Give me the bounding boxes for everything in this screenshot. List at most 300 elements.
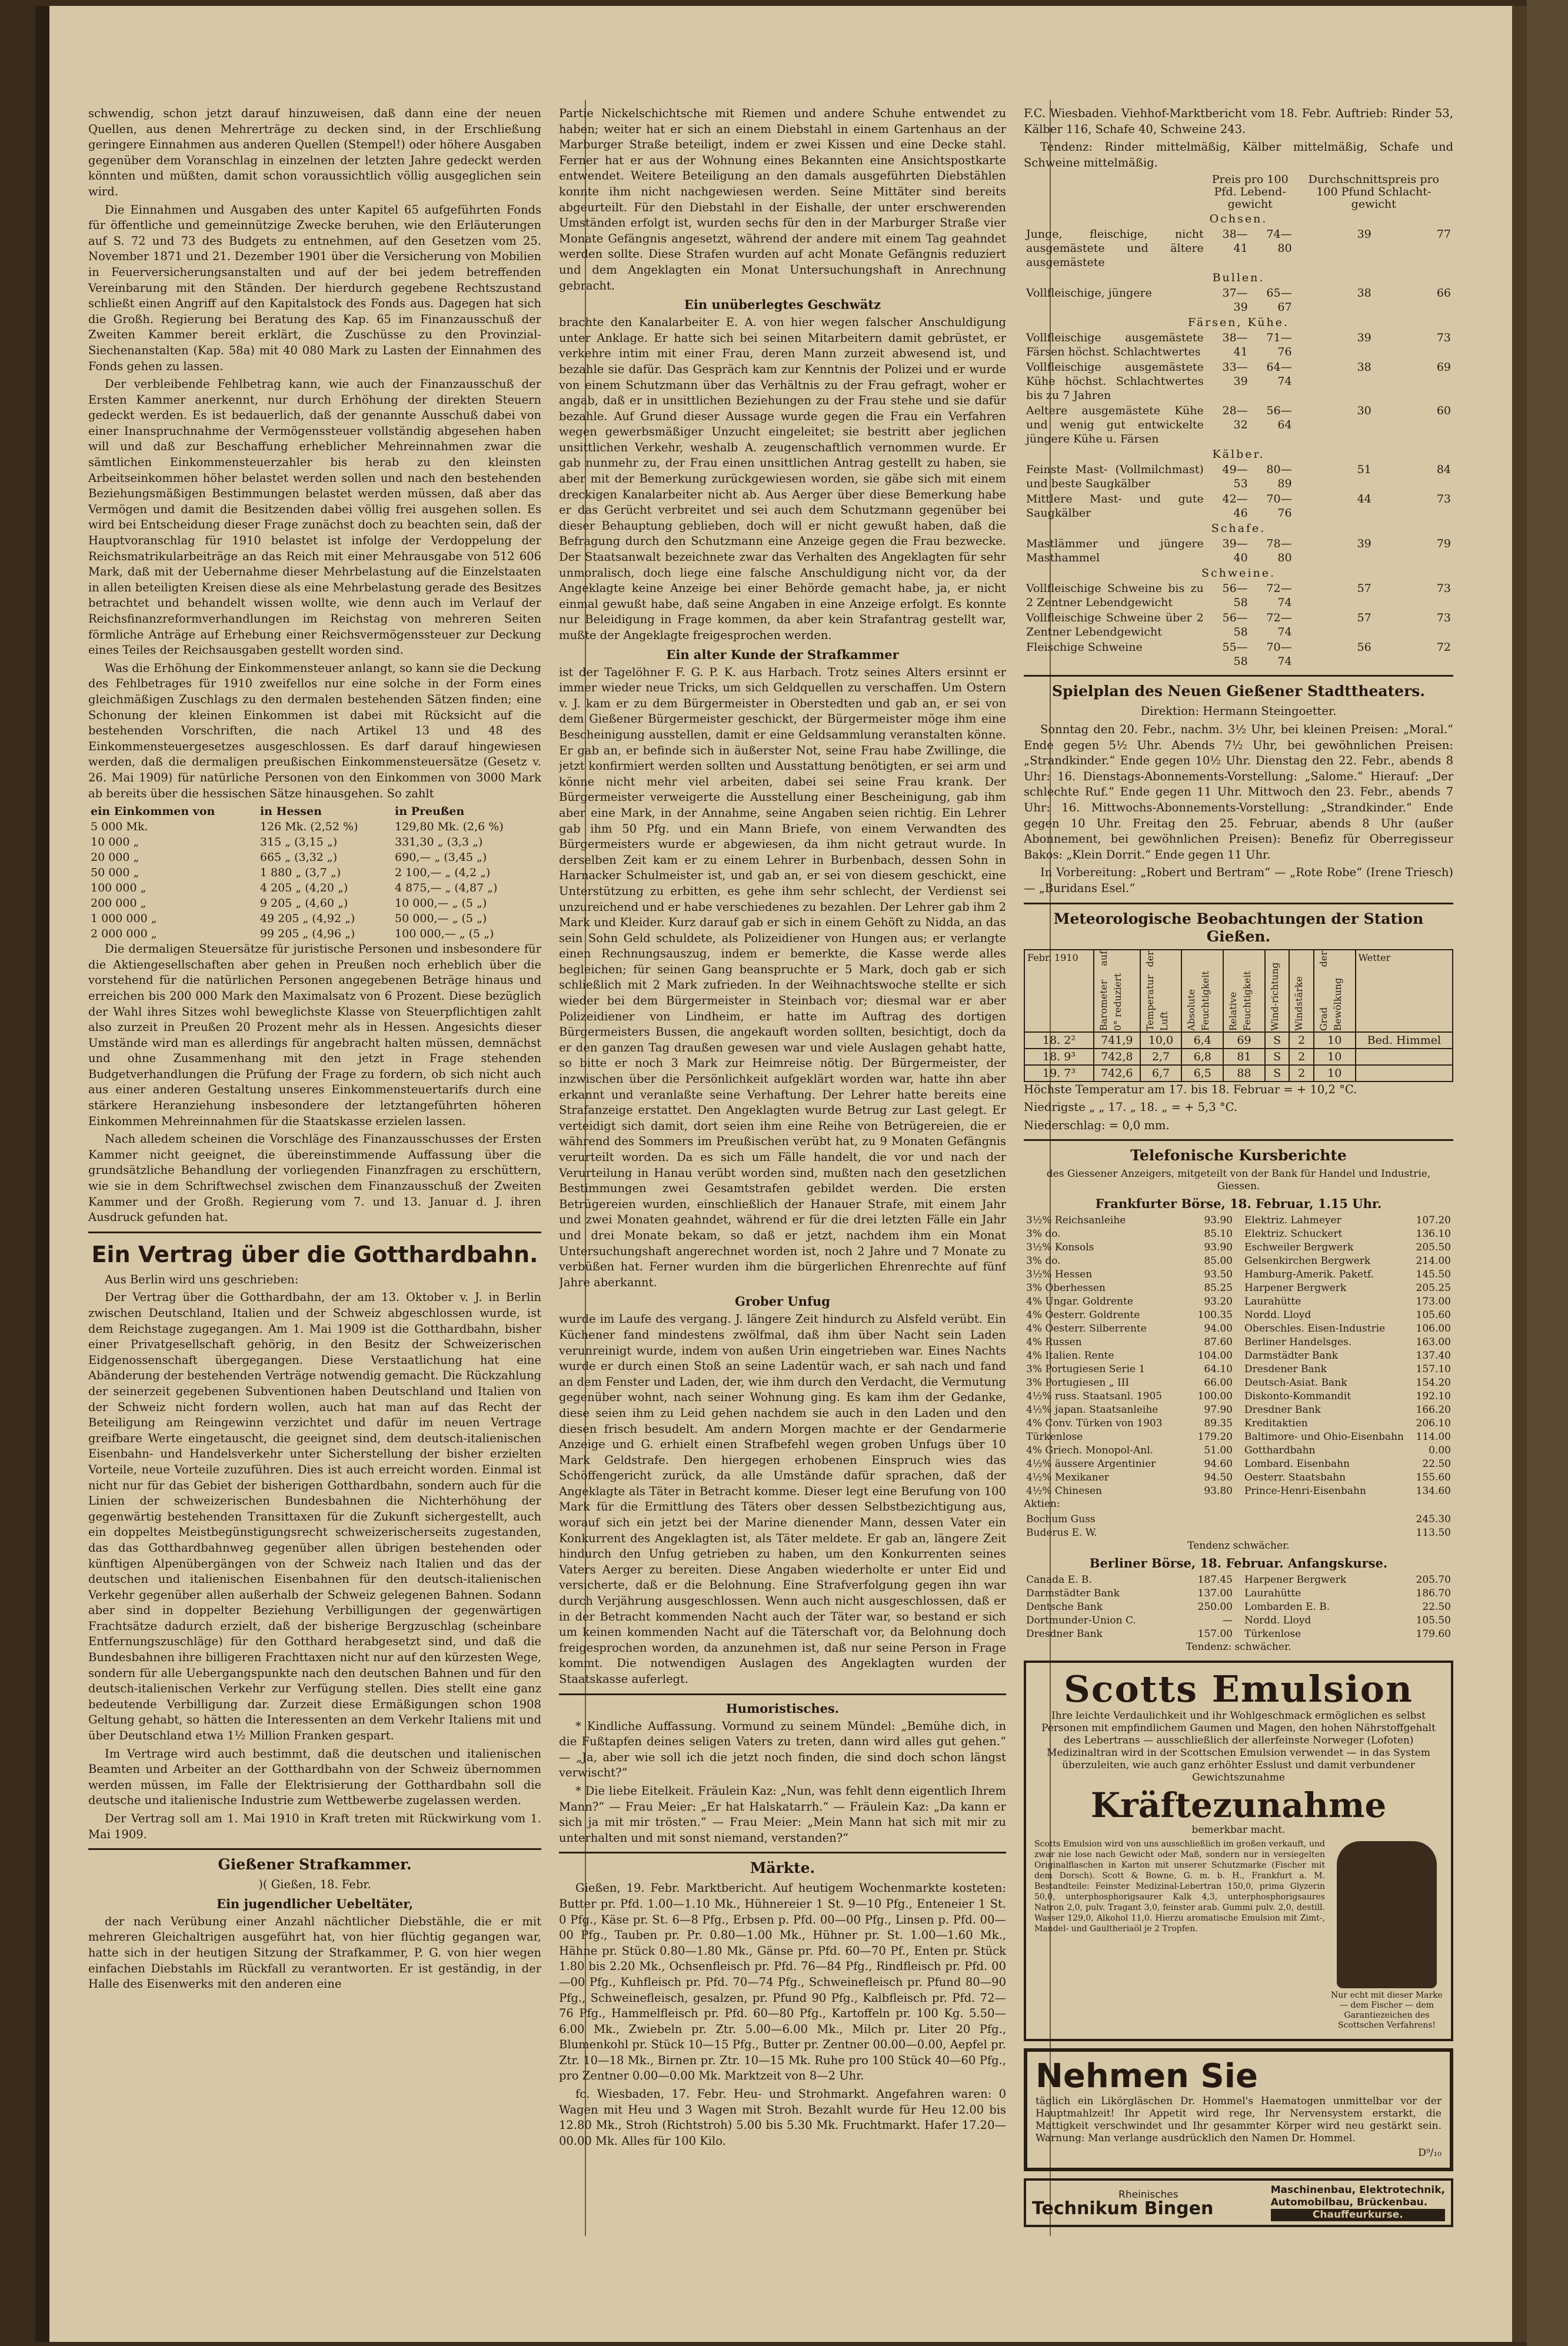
market-price: 55—58 bbox=[1222, 641, 1248, 668]
cell: 137.00 bbox=[1197, 1588, 1233, 1600]
cell: 205.25 bbox=[1416, 1282, 1451, 1295]
market-row bbox=[1024, 536, 1453, 565]
paragraph: schwendig, schon jetzt darauf hinzuweisen, daß dann eine der neuen Quellen, aus denen Mehrerträge zu decken sind, in der Erschließung geringere Einnahmen aus anderen Quellen (Stempel!) oder höhere Ausgaben gegenüber dem Voranschlag in einzelnen der letzten Jahre gedeckt werden könnten und müßten, damit schon voraussichtlich völlig ausgeglichen sein wird. bbox=[88, 107, 541, 198]
market-label: Vollfleischige ausgemästete Färsen höchst. Schlachtwertes bbox=[1026, 331, 1204, 359]
market-price: 38 bbox=[1357, 361, 1371, 374]
cell: 105.50 bbox=[1416, 1615, 1451, 1627]
cell: 4 205 „ (4,20 „) bbox=[259, 881, 348, 895]
table-row bbox=[1024, 1526, 1453, 1540]
article-headline: Ein Vertrag über die Gotthardbahn. bbox=[91, 1241, 538, 1267]
table-row bbox=[1242, 1444, 1453, 1457]
table-row bbox=[1242, 1322, 1453, 1336]
cell: 186.70 bbox=[1416, 1588, 1451, 1600]
col-head: Preis pro 100 Pfd. Lebend-gewicht bbox=[1211, 173, 1289, 211]
cell: 50 000 „ bbox=[91, 866, 139, 880]
cell: 145.50 bbox=[1416, 1269, 1451, 1281]
market-price: 79 bbox=[1436, 537, 1451, 551]
weather-col-head: Temperatur der Luft bbox=[1140, 950, 1182, 1032]
paragraph: Was die Erhöhung der Einkommensteuer anlangt, so kann sie die Deckung des Fehlbetrages für 1910 zweifellos nur eine solche in der Form eines gleichmäßigen Zuschlags zu den dermalen bestehenden Sätzen finden; eine Schonung der kleinen Einkommen ist dabei mit Rücksicht auf die bestehenden Vorschriften, die nach Artikel 13 und 48 des Einkommensteuergesetzes ausgeschlossen. Es darf darauf hingewiesen werden, daß die dermaligen preußischen Einkommensteuersätze (Gesetz v. 26. Mai 1909) für natürliche Personen von den Einkommen von 3000 Mark ab bereits über die hessischen Sätze hinausgehen. So zahlt bbox=[88, 661, 541, 800]
cattle-market-table bbox=[1024, 173, 1453, 669]
table-row bbox=[1242, 1282, 1453, 1295]
adjacent-page-edge bbox=[1527, 0, 1568, 2346]
cell: Oesterr. Staatsbahn bbox=[1244, 1472, 1346, 1484]
cell: 214.00 bbox=[1416, 1255, 1451, 1267]
cell: S bbox=[1265, 1049, 1289, 1065]
cell: 97.90 bbox=[1204, 1404, 1233, 1416]
market-price: 42—46 bbox=[1222, 493, 1248, 520]
cell: 114.00 bbox=[1416, 1431, 1451, 1443]
weather-col-head: Barometer auf 0° reduziert bbox=[1094, 950, 1140, 1032]
market-price: 60 bbox=[1436, 404, 1451, 418]
market-label: Färsen, Kühe. bbox=[1187, 316, 1290, 330]
ad-text: Chauffeurkurse. bbox=[1271, 2209, 1445, 2221]
section-headline: Humoristisches. bbox=[725, 1701, 840, 1716]
market-price: 64—74 bbox=[1266, 361, 1292, 388]
market-price: 71—76 bbox=[1266, 331, 1292, 359]
ad-title: Scotts Emulsion bbox=[1063, 1668, 1414, 1711]
ad-slogan: Kräftezunahme bbox=[1090, 1785, 1387, 1826]
subheadline: Ein unüberlegtes Geschwätz bbox=[684, 297, 881, 312]
cell: 157.00 bbox=[1197, 1628, 1233, 1640]
market-row bbox=[1024, 285, 1453, 315]
market-label: Vollfleischige Schweine über 2 Zentner Lebendgewicht bbox=[1026, 611, 1204, 639]
market-label: Schweine. bbox=[1201, 567, 1276, 580]
cell: 134.60 bbox=[1416, 1485, 1451, 1498]
table-row bbox=[88, 880, 541, 896]
cell: S bbox=[1265, 1065, 1289, 1082]
cell: 4½% Chinesen bbox=[1026, 1485, 1102, 1498]
cell: 192.10 bbox=[1416, 1390, 1451, 1403]
table-row bbox=[1024, 1513, 1453, 1526]
aktien-label: Aktien: bbox=[1024, 1498, 1060, 1510]
market-label: Vollfleischige, jüngere bbox=[1026, 287, 1152, 300]
cell: 205.70 bbox=[1416, 1574, 1451, 1586]
cell: 187.45 bbox=[1197, 1574, 1233, 1586]
cell: 106.00 bbox=[1416, 1323, 1451, 1335]
theater-schedule: Sonntag den 20. Febr., nachm. 3½ Uhr, bei kleinen Preisen: „Moral.“ Ende gegen 5½ Uhr. Abends 7½ Uhr, bei gewöhnlichen Preisen: „Strandkinder.“ Ende gegen 10½ Uhr. Dienstag den 22. Febr., abends 8 Uhr: 16. Dienstags-Abonnements-Vorstellung: „Salome.“ Hierauf: „Der schlechte Ruf.“ Ende gegen 11 Uhr. Mittwoch den 23. Febr., abends 7 Uhr: 16. Mittwochs-Abonnements-Vorstellung: „Strandkinder.“ Ende gegen 10 Uhr. Freitag den 25. Februar, abends 8 Uhr (außer Abonnement, bei gewöhnlichen Preisen): Benefiz für Oberregisseur Bakos: „Klein Dorrit.“ Ende gegen 11 Uhr. bbox=[1024, 722, 1453, 861]
cell: 3% Portugiesen Serie 1 bbox=[1026, 1363, 1146, 1376]
cell: Türkenlose bbox=[1026, 1431, 1083, 1443]
market-price: 56—64 bbox=[1266, 404, 1292, 432]
cell: 163.00 bbox=[1416, 1336, 1451, 1349]
tax-col-head: in Hessen bbox=[259, 805, 322, 818]
theater-direction: Direktion: Hermann Steingoetter. bbox=[1140, 704, 1337, 718]
cell: Dresdener Bank bbox=[1244, 1363, 1327, 1376]
col-head: Durchschnittspreis pro 100 Pfund Schlacht-gewicht bbox=[1308, 173, 1440, 211]
market-label: Aeltere ausgemästete Kühe und wenig gut entwickelte jüngere Kühe u. Färsen bbox=[1026, 404, 1204, 446]
berlin-quotes bbox=[1024, 1573, 1453, 1641]
weather-col-head: Windstärke bbox=[1289, 950, 1313, 1032]
weather-col-head: Absolute Feuchtigkeit bbox=[1181, 950, 1223, 1032]
table-row bbox=[1024, 1628, 1235, 1641]
cell: Lombard. Eisenbahn bbox=[1244, 1458, 1350, 1470]
market-price: 84 bbox=[1436, 463, 1451, 477]
cell: 3½% Hessen bbox=[1026, 1269, 1093, 1281]
ad-title: Nehmen Sie bbox=[1036, 2057, 1258, 2096]
cell: 50 000,— „ (5 „) bbox=[395, 912, 487, 926]
cell: 88 bbox=[1223, 1065, 1265, 1082]
cell: Dortmunder-Union C. bbox=[1026, 1615, 1136, 1627]
cell: 100.35 bbox=[1197, 1309, 1233, 1322]
market-label: Feinste Mast- (Vollmilchmast) und beste Saugkälber bbox=[1026, 463, 1204, 491]
ad-kicker: Rheinisches bbox=[1118, 2188, 1179, 2201]
table-row bbox=[1242, 1227, 1453, 1241]
weather-table bbox=[1024, 949, 1453, 1082]
cell: Gelsenkirchen Bergwerk bbox=[1244, 1255, 1371, 1267]
cell: 93.50 bbox=[1204, 1269, 1233, 1281]
market-price: 74—80 bbox=[1266, 228, 1292, 255]
subheadline: Grober Unfug bbox=[735, 1294, 830, 1309]
cell: Canada E. B. bbox=[1026, 1574, 1092, 1586]
cell: 4½% japan. Staatsanleihe bbox=[1026, 1404, 1158, 1416]
cell bbox=[1356, 1065, 1453, 1082]
ad-text: Maschinenbau, Elektrotechnik, bbox=[1270, 2184, 1445, 2197]
market-price: 51 bbox=[1357, 463, 1371, 477]
cell: 10 bbox=[1314, 1032, 1356, 1049]
cell: 85.10 bbox=[1204, 1228, 1233, 1240]
subheadline: Ein alter Kunde der Strafkammer bbox=[666, 647, 899, 662]
market-price: 33—39 bbox=[1222, 361, 1248, 388]
table-row bbox=[88, 834, 541, 850]
cell: 2 bbox=[1289, 1049, 1313, 1065]
section-headline: Gießener Strafkammer. bbox=[218, 1856, 412, 1874]
stock-headline: Telefonische Kursberichte bbox=[1130, 1147, 1347, 1164]
cell: Darmstädter Bank bbox=[1244, 1350, 1338, 1362]
cell: 250.00 bbox=[1197, 1601, 1233, 1613]
market-row bbox=[1024, 227, 1453, 270]
market-label: Kälber. bbox=[1212, 448, 1265, 461]
cell: 10 bbox=[1314, 1065, 1356, 1082]
cell: 5 000 Mk. bbox=[91, 820, 148, 834]
table-row bbox=[88, 819, 541, 834]
cell: Eschweiler Bergwerk bbox=[1244, 1242, 1354, 1254]
cell: 126 Mk. (2,52 %) bbox=[259, 820, 358, 834]
cell: Baltimore- und Ohio-Eisenbahn bbox=[1244, 1431, 1404, 1443]
market-category bbox=[1024, 447, 1453, 462]
cell: 6,8 bbox=[1181, 1049, 1223, 1065]
cell: 22.50 bbox=[1422, 1601, 1451, 1613]
cell: Bochum Guss bbox=[1026, 1513, 1096, 1526]
table-row bbox=[1024, 1349, 1235, 1363]
section-divider bbox=[88, 1232, 541, 1233]
cell: Laurahütte bbox=[1244, 1296, 1301, 1308]
cell: Diskonto-Kommandit bbox=[1244, 1390, 1351, 1403]
table-row bbox=[1024, 1600, 1235, 1614]
market-label: Vollfleischige Schweine bis zu 2 Zentner Lebendgewicht bbox=[1026, 582, 1204, 610]
market-price: 39 bbox=[1357, 228, 1371, 241]
cell: 22.50 bbox=[1422, 1458, 1451, 1470]
cell: 85.25 bbox=[1204, 1282, 1233, 1295]
market-price: 72—74 bbox=[1266, 582, 1292, 610]
cell: Lombarden E. B. bbox=[1244, 1601, 1330, 1613]
market-row bbox=[1024, 462, 1453, 491]
technikum-ad bbox=[1024, 2178, 1453, 2227]
cell: 742,8 bbox=[1094, 1049, 1140, 1065]
market-label: Junge, fleischige, nicht ausgemästete und ältere ausgemästete bbox=[1026, 228, 1204, 269]
table-row bbox=[88, 850, 541, 865]
cell: 166.20 bbox=[1416, 1404, 1451, 1416]
table-row bbox=[1024, 1485, 1235, 1498]
table-row bbox=[1024, 1049, 1453, 1065]
market-price: 28—32 bbox=[1222, 404, 1248, 432]
tax-col-head: in Preußen bbox=[395, 805, 465, 818]
paragraph: Partie Nickelschichtsche mit Riemen und andere Schuhe entwendet zu haben; weiter hat er sich an einem Diebstahl in einem Gartenhaus an der Marburger Straße beteiligt, indem er zwei Kissen und eine Decke stahl. Ferner hat er aus der Wohnung eines Bekannten eine Ansichtspostkarte entwendet. Weitere Beteiligung an den damals ausgeführten Diebstählen konnte ihm nicht nachgewiesen werden. Seine Mittäter sind bereits abgeurteilt. Für den Diebstahl in der Eishalle, der unter erschwerenden Umständen erfolgt ist, wurden sechs für den in der Marburger Straße vier Monate Gefängnis angesetzt, während der andere mit einem Tag geahndet werden sollte. Diese Strafen wurden auf acht Monate Gefängnis reduziert und dem Angeklagten ein Monat Untersuchungshaft in Anrechnung gebracht. bbox=[559, 107, 1006, 292]
haematogen-ad bbox=[1024, 2048, 1453, 2171]
market-category bbox=[1024, 565, 1453, 581]
cell: Deutsch-Asiat. Bank bbox=[1244, 1377, 1347, 1389]
weather-headline: Meteorologische Beobachtungen der Station Gießen. bbox=[1053, 910, 1424, 945]
cell: 93.90 bbox=[1204, 1242, 1233, 1254]
frankfurt-left-table bbox=[1024, 1214, 1235, 1498]
cell: 179.20 bbox=[1197, 1431, 1233, 1443]
table-row bbox=[1024, 1430, 1235, 1444]
cell: 18. 2² bbox=[1024, 1032, 1094, 1049]
table-row bbox=[1242, 1336, 1453, 1349]
table-row bbox=[1024, 1444, 1235, 1457]
table-row bbox=[1024, 1403, 1235, 1417]
cell: S bbox=[1265, 1032, 1289, 1049]
ad-caption: Nur echt mit dieser Marke — dem Fischer — dem Garantiezeichen des Scottschen Verfahrens! bbox=[1331, 1991, 1443, 2031]
subheadline: Ein jugendlicher Uebeltäter, bbox=[216, 1896, 414, 1911]
fisherman-trademark-icon bbox=[1337, 1841, 1437, 1988]
cell: 10 000 „ bbox=[91, 836, 139, 849]
market-row bbox=[1024, 403, 1453, 447]
frankfurt-headline: Frankfurter Börse, 18. Februar, 1.15 Uhr. bbox=[1095, 1196, 1382, 1212]
table-row bbox=[1242, 1430, 1453, 1444]
cell: Harpener Bergwerk bbox=[1244, 1282, 1347, 1295]
cell: 3% do. bbox=[1026, 1255, 1061, 1267]
table-row bbox=[1024, 1309, 1235, 1322]
cell: 9 205 „ (4,60 „) bbox=[259, 897, 348, 910]
table-row bbox=[1024, 1417, 1235, 1430]
cell: 4% Ungar. Goldrente bbox=[1026, 1296, 1133, 1308]
cell: 245.30 bbox=[1416, 1513, 1451, 1526]
cell: Laurahütte bbox=[1244, 1588, 1301, 1600]
market-label: Ochsen. bbox=[1209, 212, 1268, 226]
section-divider bbox=[1024, 675, 1453, 677]
cell: 3½% Konsols bbox=[1026, 1242, 1094, 1254]
cell: 93.20 bbox=[1204, 1296, 1233, 1308]
market-row bbox=[1024, 640, 1453, 669]
cell: 200 000 „ bbox=[91, 897, 147, 910]
market-price: 70—74 bbox=[1266, 641, 1292, 668]
berlin-left-table bbox=[1024, 1573, 1235, 1641]
market-label: Fleischige Schweine bbox=[1026, 641, 1143, 654]
table-row bbox=[1024, 1241, 1235, 1254]
cell: 10 000,— „ (5 „) bbox=[395, 897, 487, 910]
table-row bbox=[88, 896, 541, 911]
cell: 4% Oesterr. Goldrente bbox=[1026, 1309, 1140, 1322]
market-label: Bullen. bbox=[1212, 271, 1265, 285]
cell: 94.50 bbox=[1204, 1472, 1233, 1484]
cell: 742,6 bbox=[1094, 1065, 1140, 1082]
paragraph: Gießen, 19. Febr. Marktbericht. Auf heutigem Wochenmarkte kosteten: Butter pr. Pfd. 1.00—1.10 Mk., Hühnereier 1 St. 9—10 Pfg., Enteneier 1 St. 0 Pfg., Käse pr. St. 6—8 Pfg., Erbsen p. Pfd. 00—00 Pfg., Linsen p. Pfd. 00—00 Pfg., Tauben pr. Pr. 0.80—1.00 Mk., Hühner pr. St. 1.00—1.60 Mk., Hähne pr. Stück 0.80—1.80 Mk., Gänse pr. Pfd. 60—70 Pf., Enten pr. Stück 1.80 bis 2.20 Mk., Ochsenfleisch pr. Pfd. 76—84 Pfg., Rindfleisch pr. Pfd. 00—00 Pfg., Kuhfleisch pr. Pfd. 70—74 Pfg., Schweinefleisch pr. Pfund 80—90 Pfg., Schweinefleisch, gesalzen, pr. Pfund 90 Pfg., Kalbfleisch pr. Pfd. 72—76 Pfg., Hammelfleisch pr. Pfd. 60—80 Pfg., Kartoffeln pr. 100 Kg. 5.50—6.00 Mk., Zwiebeln pr. Ztr. 5.00—6.00 Mk., Milch pr. Liter 20 Pfg., Blumenkohl pr. Stück 10—15 Pfg., Butter pr. Zentner 00.00—0.00, Aepfel pr. Ztr. 10—18 Mk., Birnen pr. Ztr. 10—15 Mk. Ruhe pro 100 Stück 40—60 Pfg., pro Zentner 0.00—0.00 Mk. Marktzeit von 8—2 Uhr. bbox=[559, 1881, 1006, 2083]
table-row bbox=[88, 911, 541, 926]
market-price: 56—58 bbox=[1222, 582, 1248, 610]
cell: 19. 7³ bbox=[1024, 1065, 1094, 1082]
cell: 179.60 bbox=[1416, 1628, 1451, 1640]
table-row bbox=[1242, 1390, 1453, 1403]
cell: Kreditaktien bbox=[1244, 1417, 1308, 1430]
tendency: Tendenz schwächer. bbox=[1187, 1540, 1290, 1552]
table-row bbox=[1242, 1309, 1453, 1322]
ad-text: Automobilbau, Brückenbau. bbox=[1270, 2197, 1428, 2209]
paragraph: wurde im Laufe des vergang. J. längere Zeit hindurch zu Alsfeld verübt. Ein Küchener fand mindestens zwölfmal, daß ihm über Nacht sein Laden verunreinigt wurde, indem von außen Urin eingetrieben war. Eines Nachts wurde er durch einen Stoß an seine Ladentür wach, er sah nach und fand an dem Fenster und Laden, der, wie ihm durch den Verdacht, die Vermutung gegenüber wohnt, nach seiner Wohnung ging. Es kam ihm der Gedanke, diese seien ihm zu Leid gehen nachdem sie auch in den Laden und den diesen frisch besudelt. Am andern Morgen machte er der Gendarmerie Anzeige und G. erhielt einen Strafbefehl wegen groben Unfugs über 10 Mark Geldstrafe. Den hiergegen erhobenen Einspruch wies das Schöffengericht zurück, da alle Umstände dafür sprachen, daß der Angeklagte als Täter in Betracht komme. Dieser legt eine Berufung von 100 Mark für die Ermittlung des Täters ober dessen Selbstbezichtigung aus, worauf sich ein jetzt bei der Marine dienender Mann, dessen Vater ein Konkurrent des Angeklagten ist, als Täter meldete. Er gab an, längere Zeit hindurch den Unfug getrieben zu haben, um den Konkurrenten seines Vaters Aerger zu bereiten. Diese Angaben wiederholte er unter Eid und versicherte, daß er die Belohnung. Eine Strafverfolgung gegen ihn war durch Verjährung ausgeschlossen. Wenn auch nicht ausgeschlossen, daß er in der Betracht kommenden Nacht auch der Täter war, so bestand er sich um keinen kommenden Nacht auf die Täterschaft vor, da Belohnung doch freigesprochen worden, da anzunehmen ist, daß nur seine Person in Frage kommt. Die notwendigen Auslagen des Angeklagten wurden der Staatskasse auferlegt. bbox=[559, 1312, 1006, 1686]
weather-col-head: Relative Feuchtigkeit bbox=[1223, 950, 1265, 1032]
cell: 0.00 bbox=[1429, 1445, 1451, 1457]
market-price: 73 bbox=[1436, 582, 1451, 595]
paragraph: Der verbleibende Fehlbetrag kann, wie auch der Finanzausschuß der Ersten Kammer anerkennt, nur durch Erhöhung der direkten Steuern gedeckt werden. Es ist bedauerlich, daß der genannte Ausschuß dabei von einer Inanspruchnahme der Vermögenssteuer vollständig abgesehen haben will und daß zur Beschaffung erheblicher Mehreinnahmen zwar die sämtlichen Einkommensteuerzahler bis herab zu den kleinsten Arbeitseinkommen höher belastet werden sollen und nach den bestehenden Beziehungsmäßigen Bestimmungen belastet werden müssen, daß aber das Vermögen und damit die Besitzenden dabei völlig frei ausgehen sollen. Es wird bei Entscheidung dieser Frage zunächst doch zu beachten sein, daß der Hauptvoranschlag für 1910 belastet ist infolge der Verdoppelung der Reichsmatrikularbeiträge an das Reich mit einer Mehrausgabe von 512 606 Mark, daß mit der Uebernahme dieser Mehrbelastung auf die Einzelstaaten in allen beteiligten Kreisen diese als eine Mehrbelastung gerade des Besitzes betrachtet und behandelt wissen wollte, wie denn auch im Verlauf der Reichsfinanzreformverhandlungen im Reichstag von mehreren Seiten förmliche Anträge auf Erhebung einer Reichsvermögenssteuer zur Deckung eines Teiles der Reichsausgaben gestellt worden sind. bbox=[88, 377, 541, 657]
cell: 94.00 bbox=[1204, 1323, 1233, 1335]
section-headline: Märkte. bbox=[750, 1859, 815, 1877]
table-row bbox=[1242, 1254, 1453, 1268]
market-price: 77 bbox=[1436, 228, 1451, 241]
market-price: 57 bbox=[1357, 582, 1371, 595]
table-row bbox=[1024, 1322, 1235, 1336]
paragraph: Die Einnahmen und Ausgaben des unter Kapitel 65 aufgeführten Fonds für öffentliche und gemeinnützige Zwecke beruhen, wie den Erläuterungen auf S. 72 und 73 des Budgets zu entnehmen, auf den Gesetzen vom 25. November 1871 und 21. Dezember 1901 über die Versicherung von Mobilien in Feuerversicherungsanstalten und auf der bei jedem betreffenden Vereinbarung mit den Ständen. Der hierdurch gegebene Rechtszustand schließt einen Angriff auf den Kapitalstock des Fonds aus. Dagegen hat sich die Großh. Regierung bei Beratung des Kap. 65 im Finanzausschuß der Zweiten Kammer bereit erklärt, die Zuschüsse zu den Provinzial-Siechenanstalten (Kap. 58a) mit 40 080 Mark zu Lasten der Einnahmen des Fonds gehen zu lassen. bbox=[88, 202, 541, 373]
table-row bbox=[1242, 1376, 1453, 1390]
cell: 3½% Reichsanleihe bbox=[1026, 1214, 1126, 1227]
cell: 741,9 bbox=[1094, 1032, 1140, 1049]
cell: Buderus E. W. bbox=[1026, 1527, 1097, 1539]
cell: 6,4 bbox=[1181, 1032, 1223, 1049]
market-price: 73 bbox=[1436, 493, 1451, 506]
paragraph: Aus Berlin wird uns geschrieben: bbox=[105, 1272, 299, 1286]
column-3 bbox=[1024, 106, 1453, 2318]
table-row bbox=[1242, 1573, 1453, 1587]
market-label: Mastlämmer und jüngere Masthammel bbox=[1026, 537, 1204, 565]
cell: Dresdner Bank bbox=[1244, 1404, 1321, 1416]
cell: Dentsche Bank bbox=[1026, 1601, 1103, 1613]
cell: 665 „ (3,32 „) bbox=[259, 851, 338, 864]
table-row bbox=[1024, 1471, 1235, 1485]
cell: 4½% russ. Staatsanl. 1905 bbox=[1026, 1390, 1163, 1403]
cell: 87.60 bbox=[1204, 1336, 1233, 1349]
section-divider bbox=[88, 1848, 541, 1850]
cell: Berliner Handelsges. bbox=[1244, 1336, 1352, 1349]
table-row bbox=[1024, 1614, 1235, 1628]
cell: 20 000 „ bbox=[91, 851, 139, 864]
cell: 3% do. bbox=[1026, 1228, 1061, 1240]
market-price: 78—80 bbox=[1266, 537, 1292, 565]
market-row bbox=[1024, 491, 1453, 521]
cell: 105.60 bbox=[1416, 1309, 1451, 1322]
table-row bbox=[1242, 1349, 1453, 1363]
paragraph: * Die liebe Eitelkeit. Fräulein Kaz: „Nun, was fehlt denn eigentlich Ihrem Mann?“ — Frau Meier: „Er hat Halskatarrh.“ — Fräulein Kaz: „Da kann er sich ja mit mir trösten.“ — Frau Meier: „Mein Mann hat sich mit mir zu unterhalten und mit sonst niemand, verstanden?“ bbox=[559, 1783, 1006, 1845]
ad-text: bemerkbar macht. bbox=[1191, 1824, 1286, 1836]
market-price: 73 bbox=[1436, 611, 1451, 625]
market-price: 70—76 bbox=[1266, 493, 1292, 520]
cell: 173.00 bbox=[1416, 1296, 1451, 1308]
market-price: 49—53 bbox=[1222, 463, 1248, 491]
berlin-right-table bbox=[1242, 1573, 1453, 1641]
cell: 49 205 „ (4,92 „) bbox=[259, 912, 355, 926]
table-row bbox=[1242, 1403, 1453, 1417]
paragraph: Die dermaligen Steuersätze für juristische Personen und insbesondere für die Aktiengesellschaften aber gehen in Preußen noch erheblich über die vorstehend für die natürlichen Personen angegebenen Beträge hinaus und erreichen bis 200 000 Mark den Maximalsatz von 6 Prozent. Diese bezüglich der Wahl ihres Sitzes wohl beweglichste Klasse von Steuerpflichtigen zahlt also zurzeit in Preußen 20 Prozent mehr als in Hessen. Angesichts dieser Umstände wird man es allerdings für angebracht halten müssen, demnächst und ohne Zusammenhang mit den jetzt in Frage stehenden Budgetverhandlungen die Prüfung der Frage zu fordern, ob sich nicht auch aus einer anderen Gestaltung unseres Einkommensteuertarifs durch eine stärkere Heranziehung insbesondere der letztangeführten höheren Einkommen Mehreinnahmen für die Staatskasse erzielen lassen. bbox=[88, 942, 541, 1128]
ad-code: D⁹/₁₀ bbox=[1418, 2147, 1442, 2159]
frankfurt-quotes bbox=[1024, 1214, 1453, 1498]
market-price: 38 bbox=[1357, 287, 1371, 300]
table-row bbox=[1024, 1295, 1235, 1309]
cell: 100 000,— „ (5 „) bbox=[395, 927, 494, 941]
cell: Dresdner Bank bbox=[1026, 1628, 1103, 1640]
ad-title: Technikum Bingen bbox=[1032, 2198, 1214, 2219]
cell: 4% Italien. Rente bbox=[1026, 1350, 1114, 1362]
cell: 129,80 Mk. (2,6 %) bbox=[395, 820, 504, 834]
cell: 2,7 bbox=[1140, 1049, 1182, 1065]
table-row bbox=[1024, 1254, 1235, 1268]
weather-rain: Niederschlag: = 0,0 mm. bbox=[1024, 1118, 1170, 1132]
market-row bbox=[1024, 610, 1453, 640]
tax-table bbox=[88, 804, 541, 941]
market-row bbox=[1024, 330, 1453, 360]
cell: 94.60 bbox=[1204, 1458, 1233, 1470]
table-row bbox=[1242, 1268, 1453, 1282]
market-price: 37—39 bbox=[1222, 287, 1248, 314]
market-price: 69 bbox=[1436, 361, 1451, 374]
weather-min: Niedrigste „ „ 17. „ 18. „ = + 5,3 °C. bbox=[1024, 1100, 1238, 1114]
cell: 113.50 bbox=[1416, 1527, 1451, 1539]
table-row bbox=[1024, 1587, 1235, 1600]
table-row bbox=[1024, 1268, 1235, 1282]
theater-preparation: In Vorbereitung: „Robert und Bertram“ — „Rote Robe“ (Irene Triesch) — „Buridans Esel.“ bbox=[1024, 866, 1453, 895]
table-row bbox=[1024, 1376, 1235, 1390]
dateline: )( Gießen, 18. Febr. bbox=[258, 1878, 371, 1892]
market-price: 44 bbox=[1357, 493, 1371, 506]
theater-headline: Spielplan des Neuen Gießener Stadttheaters. bbox=[1051, 683, 1426, 700]
market-label: Vollfleischige ausgemästete Kühe höchst. Schlachtwertes bis zu 7 Jahren bbox=[1026, 361, 1204, 402]
market-category bbox=[1024, 270, 1453, 285]
cell: 137.40 bbox=[1416, 1350, 1451, 1362]
cell: 100 000 „ bbox=[91, 881, 147, 895]
cell: 104.00 bbox=[1197, 1350, 1233, 1362]
table-row bbox=[1024, 1032, 1453, 1049]
cell: Nordd. Lloyd bbox=[1244, 1615, 1311, 1627]
market-price: 38—41 bbox=[1222, 228, 1248, 255]
tax-col-head: ein Einkommen von bbox=[91, 805, 215, 818]
section-divider bbox=[559, 1852, 1006, 1853]
cell: 93.90 bbox=[1204, 1214, 1233, 1227]
cell: 3% Portugiesen „ III bbox=[1026, 1377, 1130, 1389]
table-row bbox=[1024, 1065, 1453, 1082]
market-price: 65—67 bbox=[1266, 287, 1292, 314]
cell: Hamburg-Amerik. Paketf. bbox=[1244, 1269, 1374, 1281]
market-label: Mittlere Mast- und gute Saugkälber bbox=[1026, 493, 1204, 520]
market-row bbox=[1024, 581, 1453, 610]
paragraph: der nach Verübung einer Anzahl nächtlicher Diebstähle, die er mit mehreren Gleichaltrigen ausgeführt hat, von hier flüchtig gegangen war, hatte sich in der heutigen Sitzung der Strafkammer, P. G. von hier wegen einfachen Diebstahls im Rückfall zu verantworten. Er ist geständig, in der Halle des Eisenwerks mit den anderen eine bbox=[88, 1914, 541, 1991]
cell: 93.80 bbox=[1204, 1485, 1233, 1498]
market-price: 38—41 bbox=[1222, 331, 1248, 359]
cell: Elektriz. Schuckert bbox=[1244, 1228, 1343, 1240]
market-category bbox=[1024, 521, 1453, 536]
paragraph: Im Vertrage wird auch bestimmt, daß die deutschen und italienischen Beamten und Arbeiter an der Gotthardbahn von der Schweiz übernommen werden müssen, im Falle der Elektrisierung der Gotthardbahn soll die deutsche und italienische Industrie zum Wettbewerbe zugelassen werden. bbox=[88, 1746, 541, 1808]
table-row bbox=[1024, 1363, 1235, 1376]
market-price: 72—74 bbox=[1266, 611, 1292, 639]
cell: 3% Oberhessen bbox=[1026, 1282, 1106, 1295]
market-price: 73 bbox=[1436, 331, 1451, 345]
cell: Gotthardbahn bbox=[1244, 1445, 1316, 1457]
cell: 331,30 „ (3,3 „) bbox=[395, 836, 483, 849]
cell: 690,— „ (3,45 „) bbox=[395, 851, 487, 864]
table-row bbox=[1242, 1587, 1453, 1600]
cell: 4½% Mexikaner bbox=[1026, 1472, 1109, 1484]
cell: 99 205 „ (4,96 „) bbox=[259, 927, 355, 941]
cell: 89.35 bbox=[1204, 1417, 1233, 1430]
cell: Bed. Himmel bbox=[1356, 1032, 1453, 1049]
table-row bbox=[1024, 1573, 1235, 1587]
ad-text: täglich ein Likörgläschen Dr. Hommel's Haematogen unmittelbar vor der Hauptmahlzeit! Ihr Appetit wird rege, Ihr Nervensystem erstarkt, die Mattigkeit verschwindet und Ihr gesammter Körper wird neu gestärkt sein. Warnung: Man verlange ausdrücklich den Namen Dr. Hommel. bbox=[1036, 2095, 1442, 2145]
cell: 4 875,— „ (4,87 „) bbox=[395, 881, 498, 895]
